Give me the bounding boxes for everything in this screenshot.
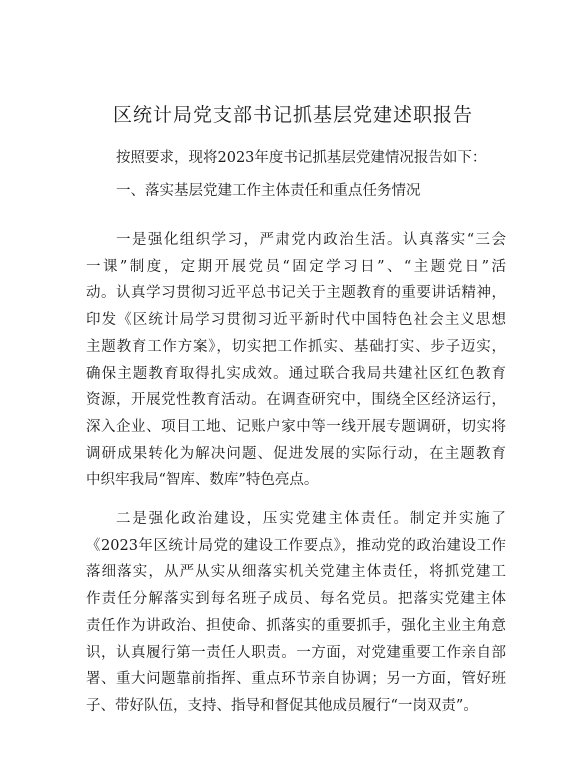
paragraph-line: 印发《区统计局学习贯彻习近平新时代中国特色社会主义思想 bbox=[86, 312, 506, 329]
paragraph-line: 识，认真履行第一责任人职责。一方面，对党建重要工作亲自部 bbox=[86, 644, 506, 661]
paragraph-line: 一是强化组织学习，严肃党内政治生活。认真落实“三会 bbox=[116, 232, 506, 248]
paragraph-line: 深入企业、项目工地、记账户家中等一线开展专题调研，切实将 bbox=[86, 418, 506, 435]
paragraph-line: 动。认真学习贯彻习近平总书记关于主题教育的重要讲话精神， bbox=[86, 285, 506, 302]
document-title: 区统计局党支部书记抓基层党建述职报告 bbox=[112, 104, 473, 126]
paragraph-line: 子、带好队伍，支持、指导和督促其他成员履行“一岗双责”。 bbox=[86, 697, 478, 714]
paragraph-line: 落细落实，从严从实从细落实机关党建主体责任，将抓党建工 bbox=[86, 564, 506, 581]
paragraph-1 bbox=[86, 227, 506, 494]
paragraph-line: 署、重大问题靠前指挥、重点环节亲自协调；另一方面，管好班 bbox=[86, 671, 506, 688]
paragraph-line: 责任作为讲政治、担使命、抓落实的重要抓手，强化主业主角意 bbox=[86, 617, 506, 634]
paragraph-line: 资源，开展党性教育活动。在调查研究中，围绕全区经济运行， bbox=[86, 392, 506, 409]
paragraph-line: 《2023年区统计局党的建设工作要点》，推动党的政治建设工作 bbox=[86, 537, 506, 554]
paragraph-2 bbox=[86, 506, 506, 720]
paragraph-line: 中织牢我局“智库、数库”特色亮点。 bbox=[86, 472, 319, 489]
paragraph-line: 确保主题教育取得扎实成效。通过联合我局共建社区红色教育 bbox=[86, 365, 506, 382]
paragraph-line: 一课”制度，定期开展党员“固定学习日”、“主题党日”活 bbox=[86, 258, 506, 275]
paragraph-line: 二是强化政治建设，压实党建主体责任。制定并实施了 bbox=[116, 511, 506, 527]
intro-sentence: 按照要求，现将2023年度书记抓基层党建情况报告如下： bbox=[116, 150, 487, 166]
paragraph-line: 主题教育工作方案》，切实把工作抓实、基础打实、步子迈实， bbox=[86, 338, 506, 355]
section-heading-1: 一、落实基层党建工作主体责任和重点任务情况 bbox=[116, 183, 421, 199]
paragraph-line: 作责任分解落实到每名班子成员、每名党员。把落实党建主体 bbox=[86, 591, 506, 608]
paragraph-line: 调研成果转化为解决问题、促进发展的实际行动，在主题教育 bbox=[86, 445, 506, 462]
